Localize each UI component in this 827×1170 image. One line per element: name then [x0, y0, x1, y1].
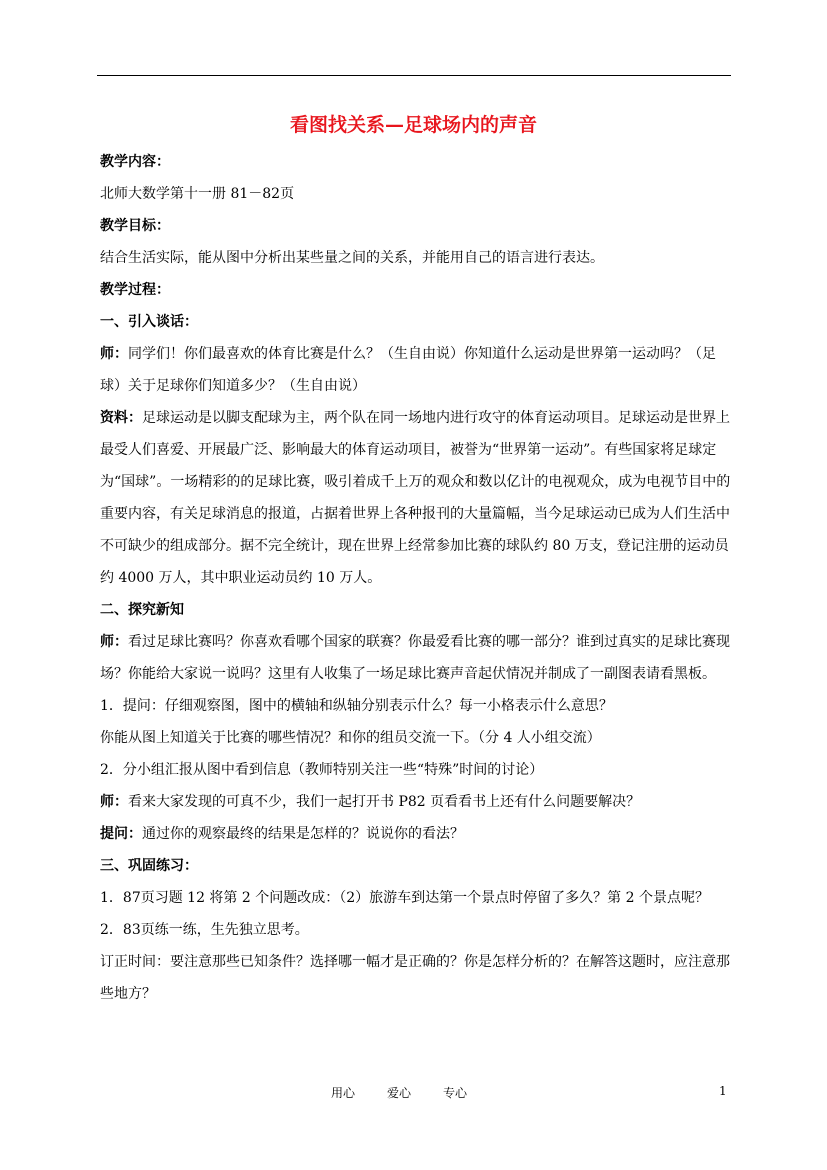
- paragraph-label: 师：: [100, 794, 128, 810]
- paragraph-text: 看来大家发现的可真不少，我们一起打开书 P82 页看看书上还有什么问题要解决？: [128, 794, 641, 810]
- section-heading: [100, 146, 732, 178]
- paragraph: [100, 882, 732, 914]
- paragraph-label: 二、探究新知: [100, 602, 184, 618]
- section-heading: [100, 306, 732, 338]
- paragraph: [100, 722, 732, 754]
- paragraph: [100, 786, 732, 818]
- paragraph-text: 看过足球比赛吗？你喜欢看哪个国家的联赛？你最爱看比赛的哪一部分？谁到过真实的足球比赛现场？你能给大家说一说吗？这里有人收集了一场足球比赛声音起伏情况并制成了一副图表请看黑板。: [100, 634, 730, 682]
- paragraph-text: 订正时间：要注意那些已知条件？选择哪一幅才是正确的？你是怎样分析的？在解答这题时，应注意那些地方？: [100, 954, 730, 1002]
- paragraph-label: 教学目标：: [100, 218, 170, 234]
- paragraph: [100, 754, 732, 786]
- paragraph-text: 北师大数学第十一册 81－82页: [100, 186, 295, 202]
- paragraph-text: 通过你的观察最终的结果是怎样的？说说你的看法？: [142, 826, 464, 842]
- page-footer: [0, 1084, 827, 1104]
- paragraph-label: 教学过程：: [100, 282, 170, 298]
- paragraph: [100, 338, 732, 402]
- paragraph: [100, 178, 732, 210]
- document-title: 看图找关系—足球场内的声音: [289, 114, 537, 136]
- paragraph-text: 1．提问：仔细观察图，图中的横轴和纵轴分别表示什么？每一小格表示什么意思？: [100, 698, 613, 714]
- document-body: [100, 146, 732, 1010]
- page-number: 1: [719, 1084, 727, 1098]
- paragraph-label: 师：: [100, 634, 128, 650]
- section-heading: [100, 850, 732, 882]
- paragraph-label: 三、巩固练习：: [100, 858, 198, 874]
- paragraph: [100, 946, 732, 1010]
- paragraph: [100, 626, 732, 690]
- paragraph-text: 2．83页练一练，生先独立思考。: [100, 922, 309, 938]
- paragraph: [100, 818, 732, 850]
- paragraph-text: 1．87页习题 12 将第 2 个问题改成：（2）旅游车到达第一个景点时停留了多久？第 2 个景点呢？: [100, 890, 709, 906]
- section-heading: [100, 594, 732, 626]
- paragraph-label: 资料：: [100, 410, 142, 426]
- footer-item: 专心: [443, 1086, 468, 1100]
- section-heading: [100, 210, 732, 242]
- paragraph-text: 2．分小组汇报从图中看到信息（教师特别关注一些“特殊”时间的讨论）: [100, 762, 544, 778]
- section-heading: [100, 274, 732, 306]
- paragraph: [100, 402, 732, 594]
- paragraph: [100, 242, 732, 274]
- header-rule: [97, 75, 731, 76]
- paragraph-label: 一、引入谈话：: [100, 314, 198, 330]
- paragraph-text: 结合生活实际，能从图中分析出某些量之间的关系，并能用自己的语言进行表达。: [100, 250, 604, 266]
- paragraph-text: 同学们！你们最喜欢的体育比赛是什么？（生自由说）你知道什么运动是世界第一运动吗？（足球）关于足球你们知道多少？（生自由说）: [100, 346, 716, 394]
- paragraph: [100, 914, 732, 946]
- paragraph-label: 提问：: [100, 826, 142, 842]
- footer-item: 爱心: [387, 1086, 412, 1100]
- paragraph: [100, 690, 732, 722]
- paragraph-label: 教学内容：: [100, 154, 170, 170]
- paragraph-text: 你能从图上知道关于比赛的哪些情况？和你的组员交流一下。（分 4 人小组交流）: [100, 730, 601, 746]
- paragraph-text: 足球运动是以脚支配球为主，两个队在同一场地内进行攻守的体育运动项目。足球运动是世界上最受人们喜爱、开展最广泛、影响最大的体育运动项目，被誉为“世界第一运动”。有些国家将足球定为“国球”。一场精彩的的足球比赛，吸引着成千上万的观众和数以亿计的电视观众，成为电视节目中的重要内容，有关足球消息的报道，占据着世界上各种报刊的大量篇幅，当今足球运动已成为人们生活中不可缺少的组成部分。据不完全统计，现在世界上经常参加比赛的球队约 80 万支，登记注册的运动员约 4000 万人，其中职业运动员约 10 万人。: [100, 410, 731, 586]
- footer-item: 用心: [331, 1086, 356, 1100]
- paragraph-label: 师：: [100, 346, 128, 362]
